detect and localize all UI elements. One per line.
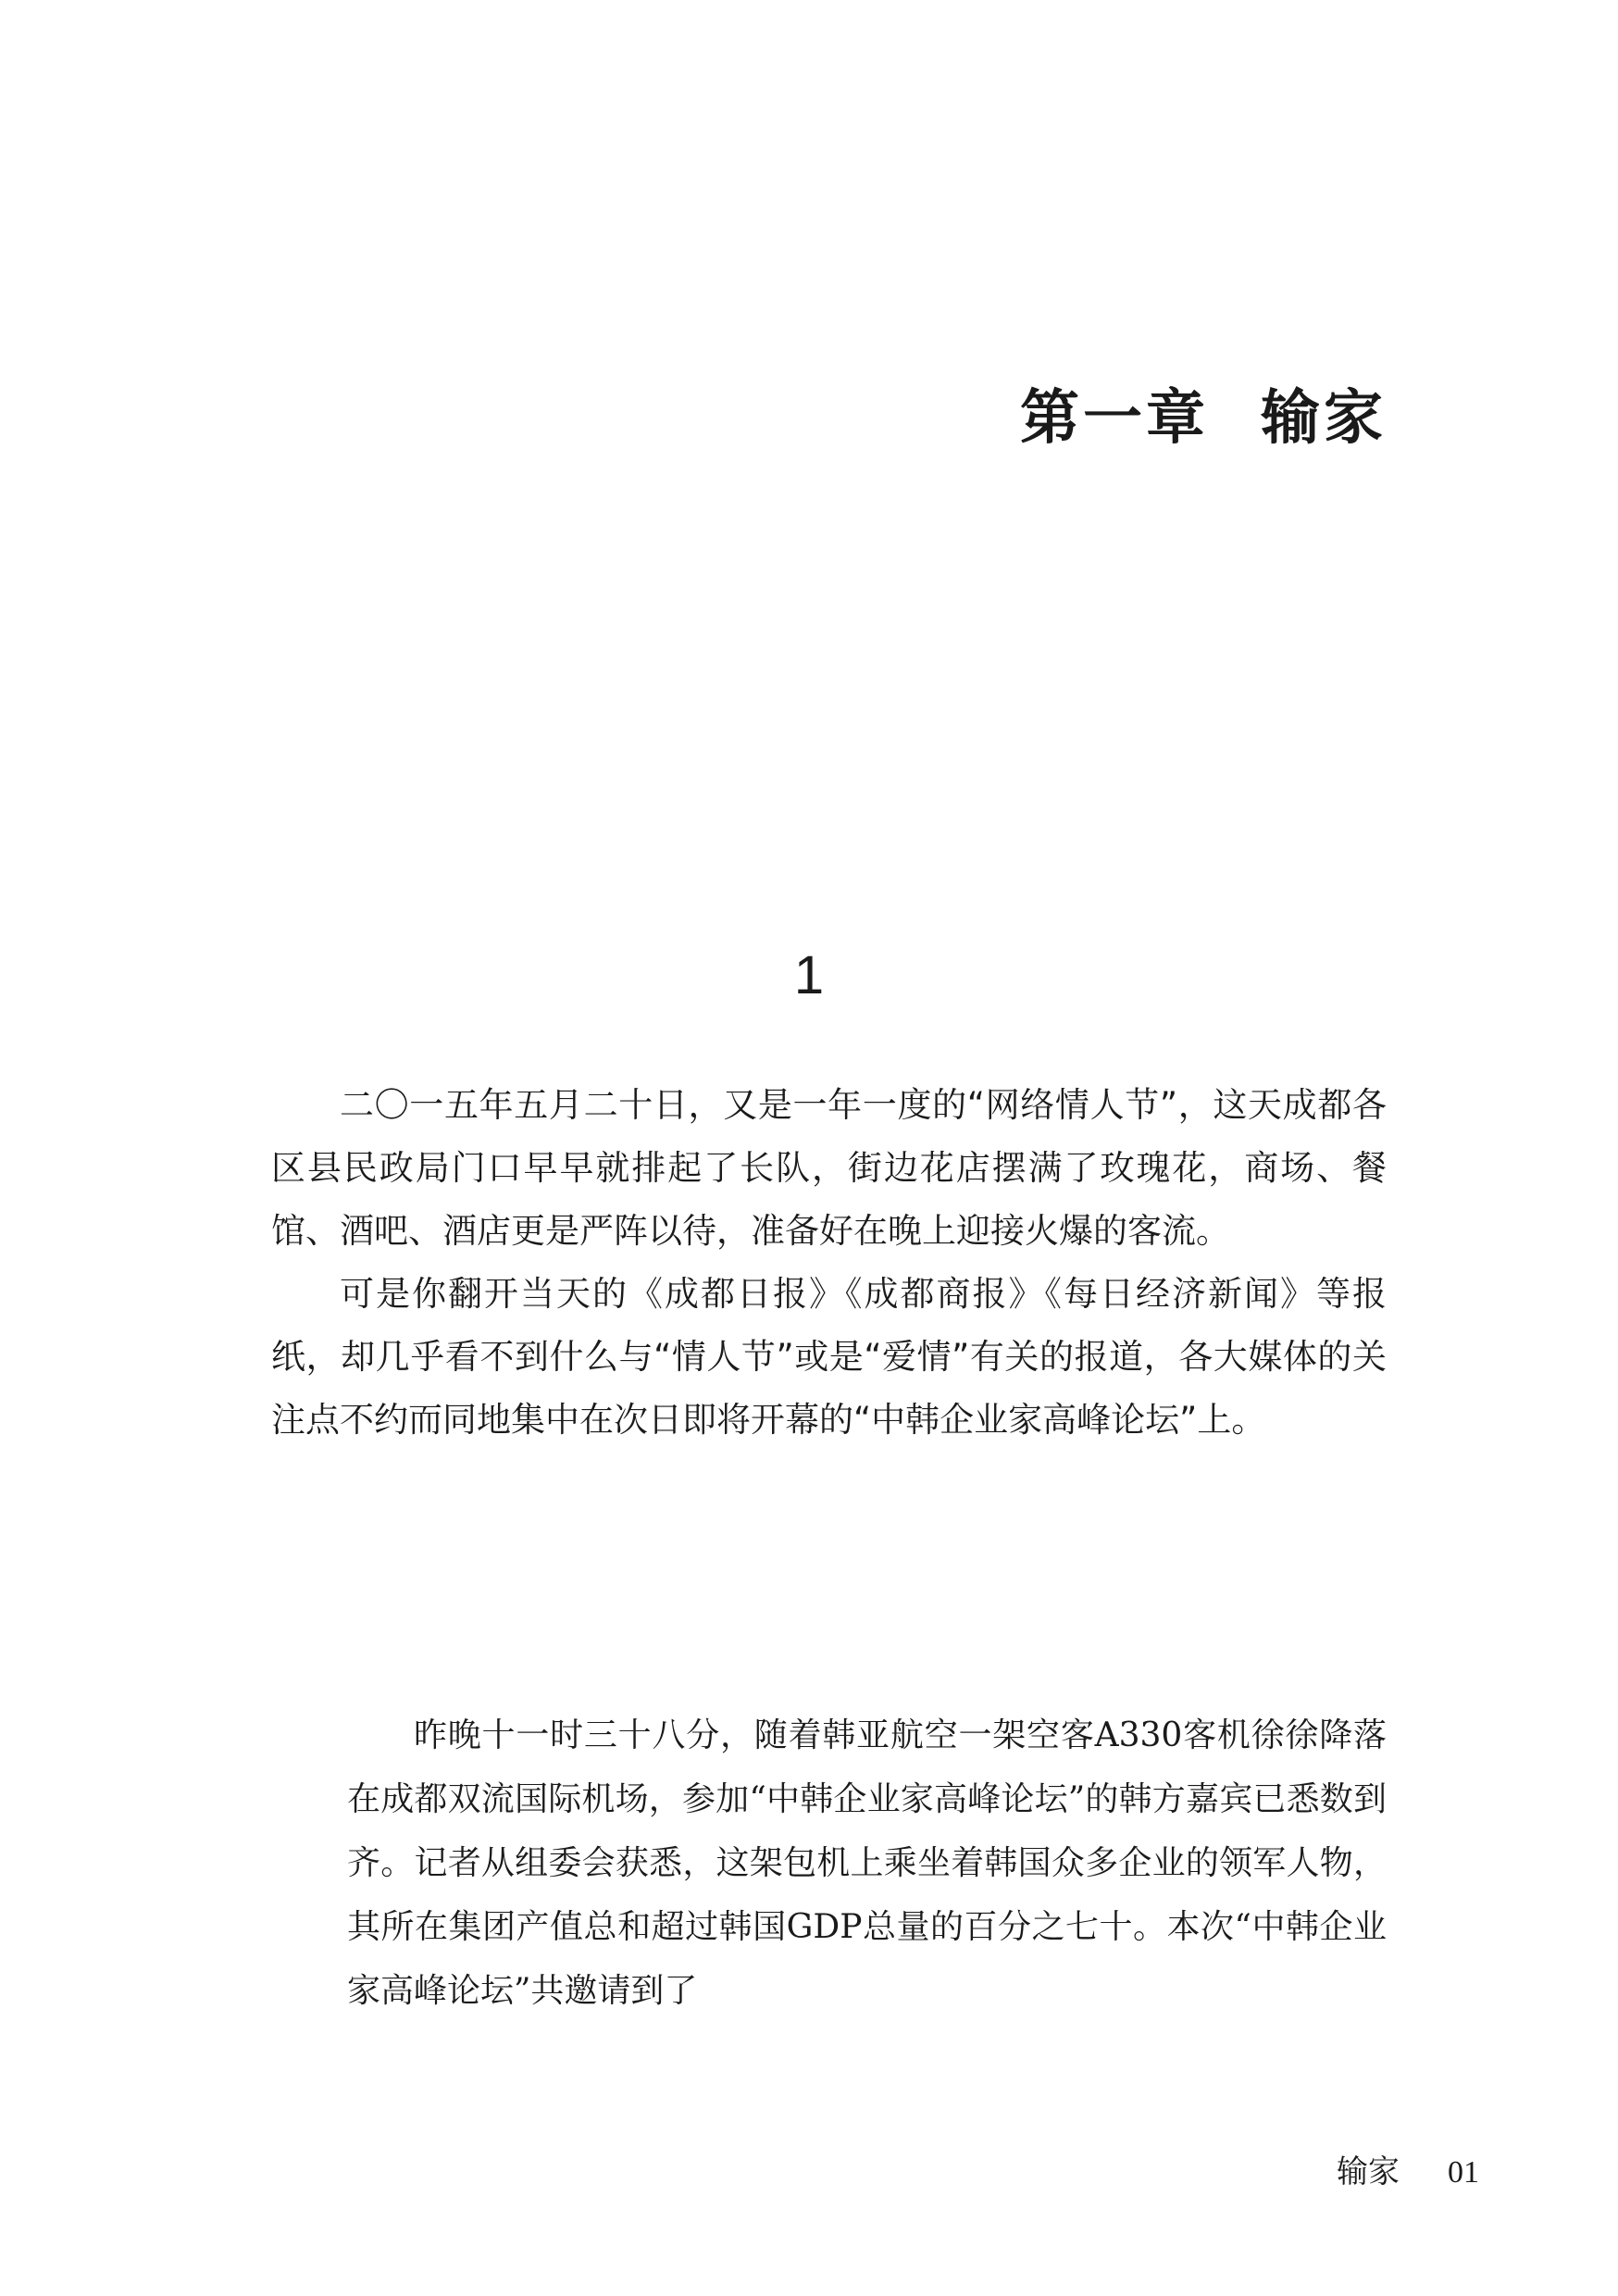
- paragraph: 二〇一五年五月二十日，又是一年一度的“网络情人节”，这天成都各区县民政局门口早早就排起了长队，街边花店摆满了玫瑰花，商场、餐馆、酒吧、酒店更是严阵以待，准备好在晚上迎接火爆的客流。: [271, 1085, 1387, 1251]
- paragraph: 可是你翻开当天的《成都日报》《成都商报》《每日经济新闻》等报纸，却几乎看不到什么与“情人节”或是“爱情”有关的报道，各大媒体的关注点不约而同地集中在次日即将开幕的“中韩企业家高峰论坛”上。: [271, 1274, 1387, 1440]
- page-number: 01: [1448, 2155, 1479, 2190]
- chapter-title: [1020, 370, 1387, 455]
- body-text: [271, 1074, 1387, 1452]
- section-number: 1: [793, 945, 825, 1005]
- chapter-name: 输家: [1261, 383, 1387, 453]
- news-quote: [347, 1703, 1387, 2023]
- page-footer: [1337, 2146, 1479, 2191]
- running-footer-chapter: 输家: [1337, 2153, 1400, 2190]
- chapter-label: 第一章: [1020, 383, 1209, 453]
- quote-paragraph: 昨晚十一时三十八分，随着韩亚航空一架空客A330客机徐徐降落在成都双流国际机场，参加“中韩企业家高峰论坛”的韩方嘉宾已悉数到齐。记者从组委会获悉，这架包机上乘坐着韩国众多企业的领军人物，其所在集团产值总和超过韩国GDP总量的百分之七十。本次“中韩企业家高峰论坛”共邀请到了: [347, 1716, 1387, 2010]
